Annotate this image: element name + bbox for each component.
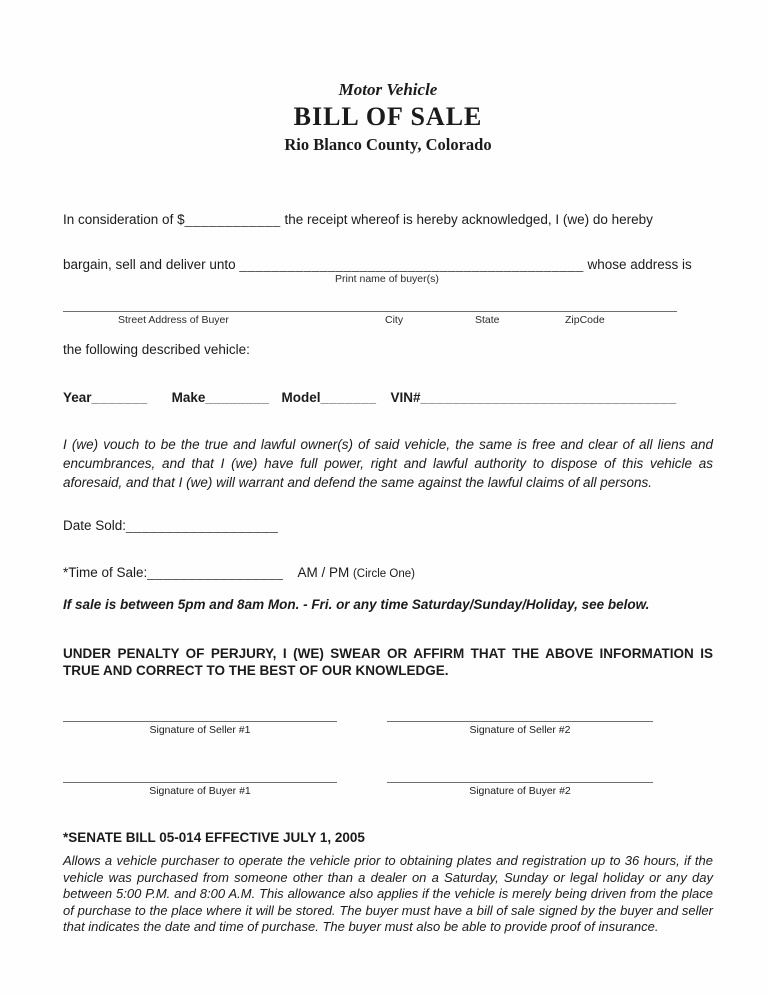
buyer-signature-row: [63, 782, 713, 797]
after-hours-note: If sale is between 5pm and 8am Mon. - Fri. or any time Saturday/Sunday/Holiday, see below.: [63, 597, 650, 612]
seller1-signature-block: [63, 721, 337, 736]
time-of-sale-label: *Time of Sale:: [63, 565, 148, 580]
seller2-signature-label: Signature of Seller #2: [469, 724, 571, 736]
buyer1-signature-label: Signature of Buyer #1: [149, 785, 251, 797]
perjury-statement: UNDER PENALTY OF PERJURY, I (WE) SWEAR OR AFFIRM THAT THE ABOVE INFORMATION IS TRUE AND CORRECT TO THE BEST OF OUR KNOWLEDGE.: [63, 646, 713, 678]
make-field: [172, 390, 270, 405]
model-blank-field: _______: [320, 390, 377, 405]
street-address-label: Street Address of Buyer: [118, 314, 229, 326]
buyer2-signature-block: [387, 782, 653, 797]
deliver-line: [63, 257, 713, 272]
year-field: [63, 390, 148, 405]
make-blank-field: ________: [205, 390, 270, 405]
consideration-prefix: In consideration of $: [63, 212, 185, 227]
buyer2-signature-line: [387, 782, 653, 783]
seller1-signature-line: [63, 721, 337, 722]
zipcode-label: ZipCode: [565, 314, 605, 326]
amount-blank-field: ____________: [184, 212, 281, 227]
deliver-suffix: whose address is: [583, 257, 692, 272]
vehicle-intro-line: the following described vehicle:: [63, 342, 250, 357]
am-pm-option: AM / PM: [297, 565, 350, 580]
vehicle-fields-line: [63, 390, 713, 405]
model-label: Model: [281, 390, 321, 405]
date-sold-label: Date Sold:: [63, 518, 127, 533]
senate-bill-body: Allows a vehicle purchaser to operate the vehicle prior to obtaining plates and registration up to 36 hours, if the vehicle was purchased from someone other than a dealer on a Saturday, Sunday or legal holiday or any day between 5:00 P.M. and 8:00 A.M. This allowance also applies if the vehicle is merely being driven from the place of purchase to the place where it will be stored. The buyer must have a bill of sale signed by the buyer and seller that indicates the date and time of purchase. The buyer must also be able to provide proof of insurance.: [63, 853, 713, 934]
address-labels-row: [63, 314, 713, 329]
seller2-signature-line: [387, 721, 653, 722]
date-sold-blank-field: ___________________: [126, 518, 279, 533]
document-county: Rio Blanco County, Colorado: [284, 135, 492, 154]
vin-blank-field: ________________________________: [420, 390, 677, 405]
circle-one-note: (Circle One): [352, 568, 415, 580]
consideration-suffix: the receipt whereof is hereby acknowledged, I (we) do hereby: [280, 212, 653, 227]
make-label: Make: [171, 390, 206, 405]
vin-field: [391, 390, 677, 405]
deliver-prefix: bargain, sell and deliver unto: [63, 257, 240, 272]
model-field: [281, 390, 376, 405]
seller1-signature-label: Signature of Seller #1: [149, 724, 251, 736]
year-label: Year: [63, 390, 92, 405]
buyer2-signature-label: Signature of Buyer #2: [469, 785, 571, 797]
document-subtitle: Motor Vehicle: [338, 80, 438, 99]
time-of-sale-blank-field: _________________: [147, 565, 284, 580]
state-label: State: [475, 314, 500, 326]
buyer1-signature-block: [63, 782, 337, 797]
document-content: [63, 80, 713, 936]
senate-bill-heading: *SENATE BILL 05-014 EFFECTIVE JULY 1, 2005: [63, 830, 365, 845]
date-sold-line: [63, 518, 713, 533]
time-of-sale-line: [63, 565, 713, 580]
city-label: City: [385, 314, 404, 326]
buyer1-signature-line: [63, 782, 337, 783]
consideration-line: [63, 212, 713, 227]
address-blank-field: [63, 311, 677, 312]
title-block: [63, 80, 713, 155]
ownership-clause: I (we) vouch to be the true and lawful owner(s) of said vehicle, the same is free and clear of all liens and encumbrances, and that I (we) have full power, right and lawful authority to dispose of this vehicle as aforesaid, and that I (we) will warrant and defend the same against the lawful claims of all persons.: [63, 437, 713, 490]
year-blank-field: _______: [91, 390, 148, 405]
vin-label: VIN#: [390, 390, 421, 405]
print-name-caption: Print name of buyer(s): [335, 273, 439, 285]
seller-signature-row: [63, 721, 713, 736]
document-title: BILL OF SALE: [293, 102, 483, 131]
seller2-signature-block: [387, 721, 653, 736]
buyer-name-blank-field: ___________________________________________: [239, 257, 584, 272]
